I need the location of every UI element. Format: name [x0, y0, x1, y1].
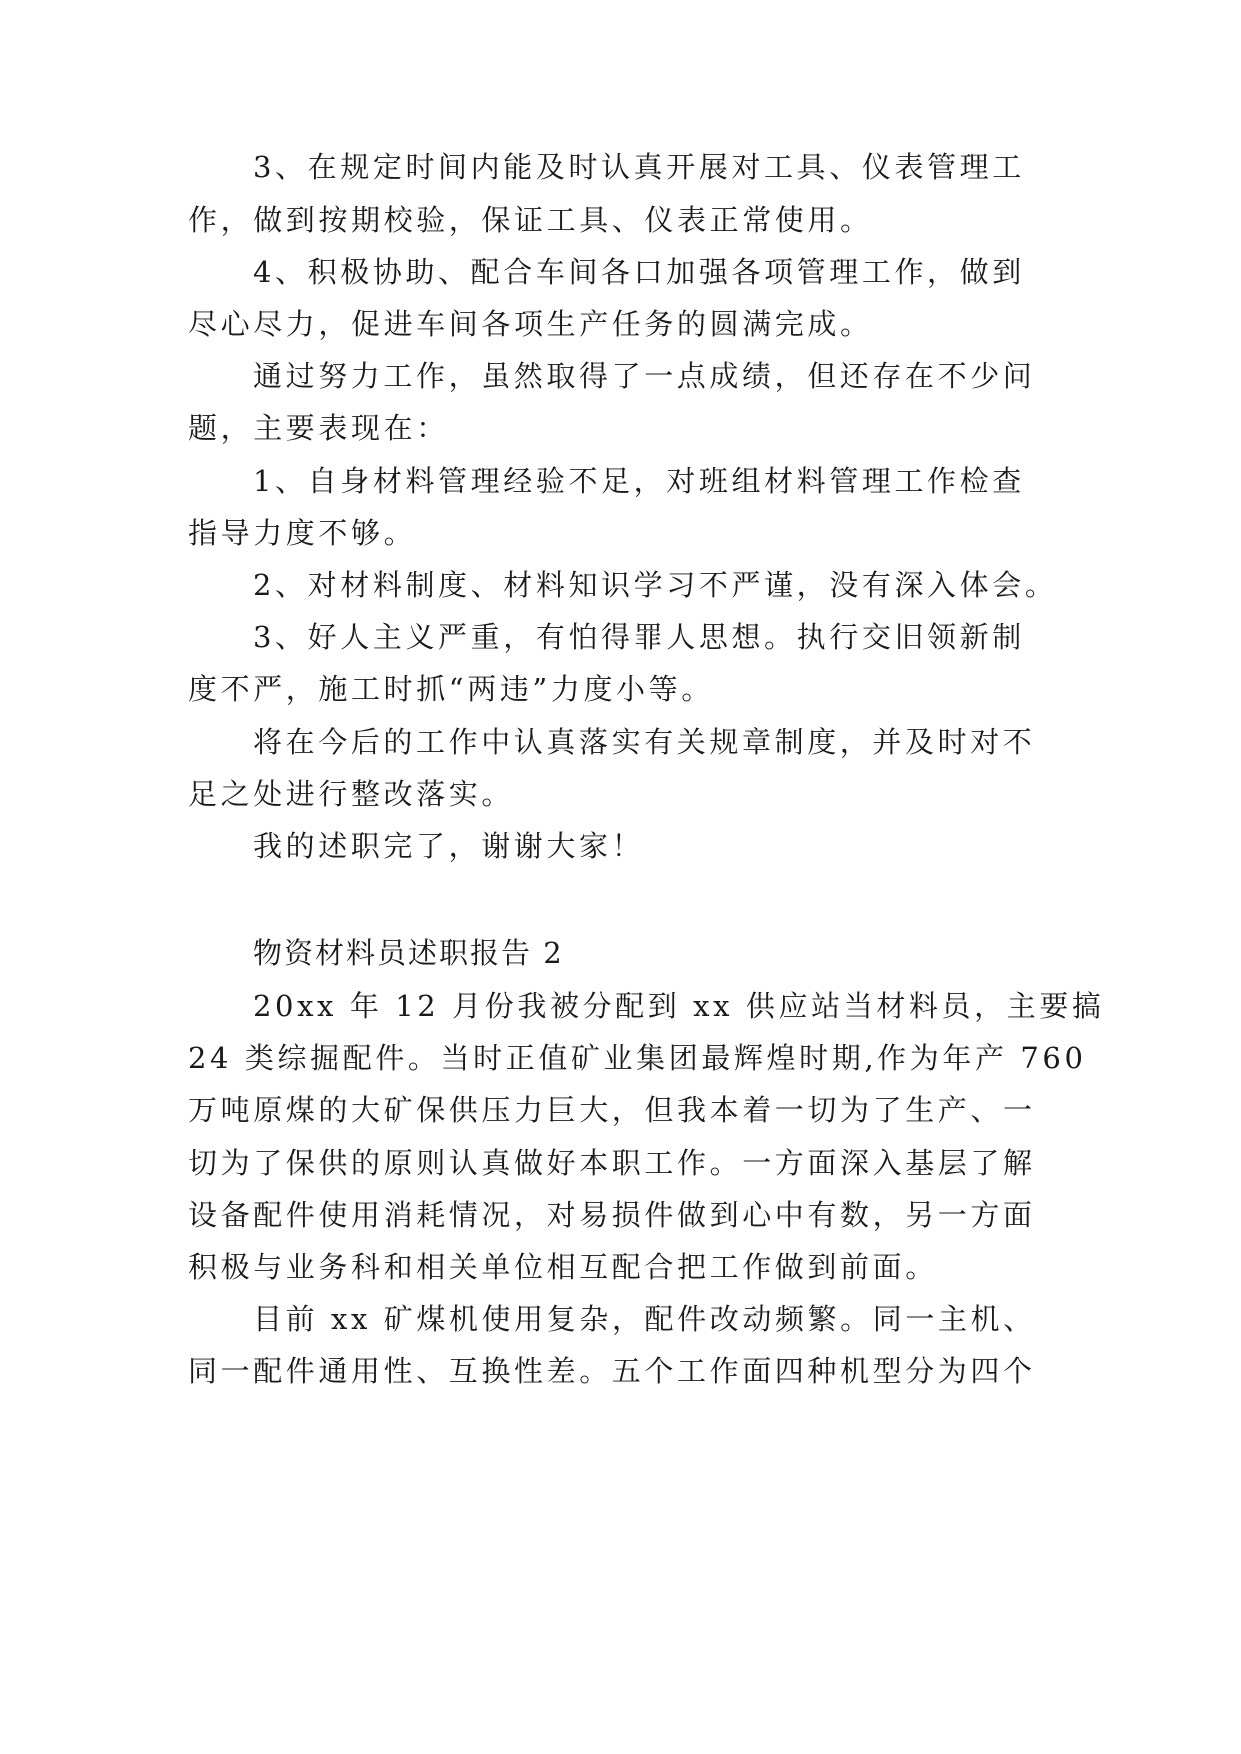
- paragraph-line: 1、自身材料管理经验不足，对班组材料管理工作检查: [253, 464, 1025, 498]
- section-title: 物资材料员述职报告 2: [253, 936, 564, 970]
- paragraph-line: 我的述职完了，谢谢大家！: [253, 829, 645, 863]
- paragraph-line: 同一配件通用性、互换性差。五个工作面四种机型分为四个: [188, 1354, 1036, 1388]
- paragraph-line: 作，做到按期校验，保证工具、仪表正常使用。: [188, 203, 873, 237]
- paragraph-line: 度不严，施工时抓“两违”力度小等。: [188, 672, 714, 706]
- paragraph-line: 题，主要表现在：: [188, 411, 449, 445]
- paragraph-line: 24 类综掘配件。当时正值矿业集团最辉煌时期,作为年产 760: [188, 1041, 1087, 1075]
- paragraph-line: 目前 xx 矿煤机使用复杂，配件改动频繁。同一主机、: [253, 1302, 1036, 1336]
- paragraph-line: 尽心尽力，促进车间各项生产任务的圆满完成。: [188, 307, 873, 341]
- paragraph-line: 3、在规定时间内能及时认真开展对工具、仪表管理工: [253, 150, 1025, 184]
- paragraph-line: 20xx 年 12 月份我被分配到 xx 供应站当材料员，主要搞: [253, 989, 1105, 1023]
- paragraph-line: 通过努力工作，虽然取得了一点成绩，但还存在不少问: [253, 359, 1036, 393]
- paragraph-line: 万吨原煤的大矿保供压力巨大，但我本着一切为了生产、一: [188, 1093, 1036, 1127]
- paragraph-line: 指导力度不够。: [188, 516, 417, 550]
- paragraph-line: 积极与业务科和相关单位相互配合把工作做到前面。: [188, 1250, 938, 1284]
- paragraph-line: 3、好人主义严重，有怕得罪人思想。执行交旧领新制: [253, 620, 1025, 654]
- paragraph-line: 足之处进行整改落实。: [188, 777, 515, 811]
- paragraph-line: 切为了保供的原则认真做好本职工作。一方面深入基层了解: [188, 1146, 1036, 1180]
- paragraph-line: 2、对材料制度、材料知识学习不严谨，没有深入体会。: [253, 568, 1058, 602]
- paragraph-line: 将在今后的工作中认真落实有关规章制度，并及时对不: [253, 725, 1036, 759]
- paragraph-line: 设备配件使用消耗情况，对易损件做到心中有数，另一方面: [188, 1198, 1036, 1232]
- paragraph-line: 4、积极协助、配合车间各口加强各项管理工作，做到: [253, 255, 1025, 289]
